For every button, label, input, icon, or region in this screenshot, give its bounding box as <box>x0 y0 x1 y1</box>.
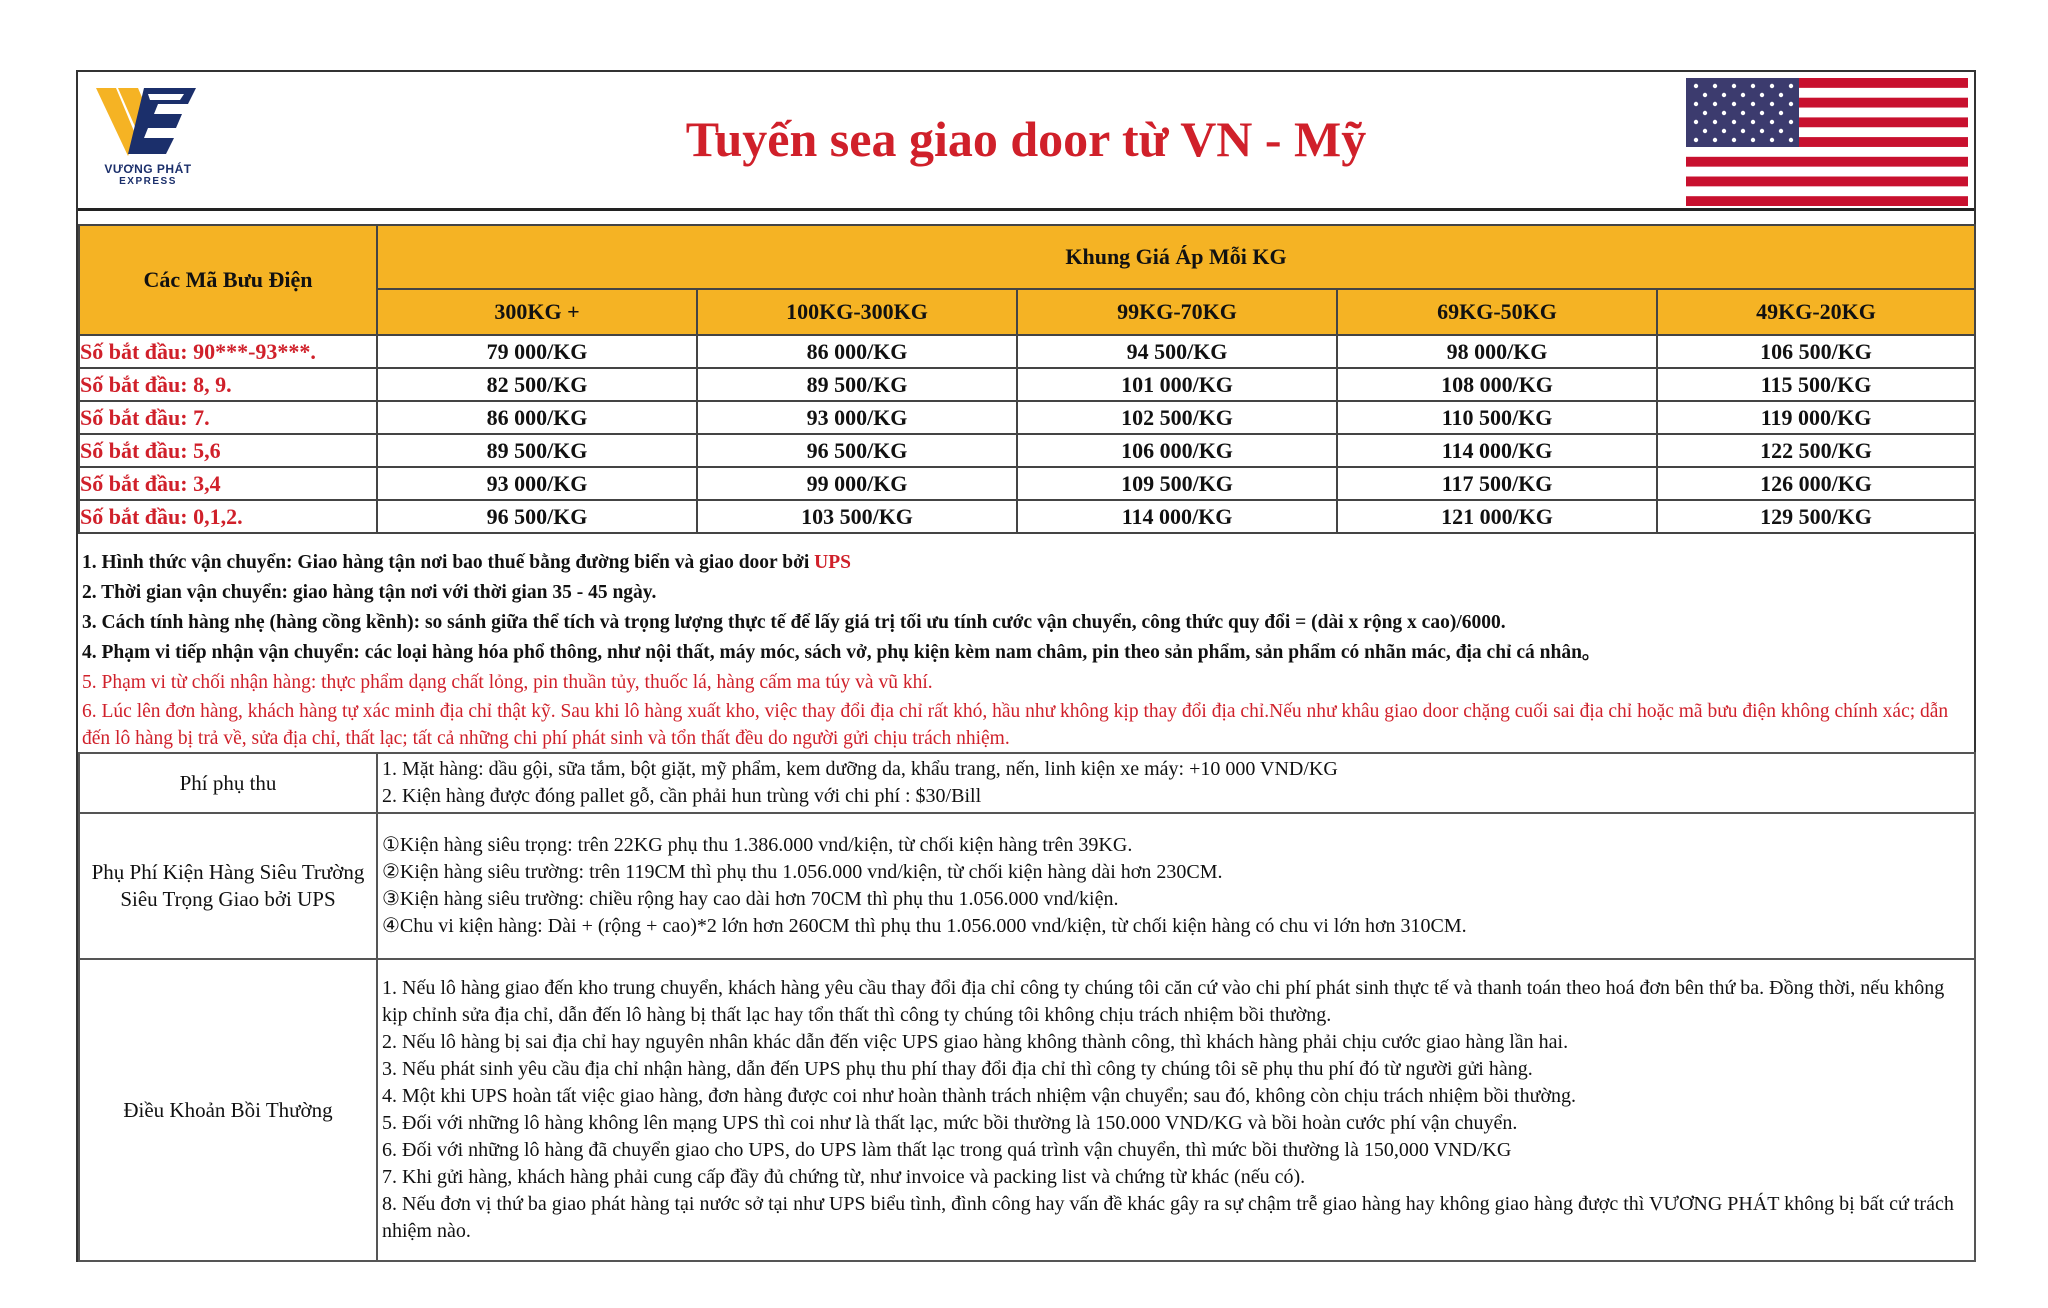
note-rejected-goods: 5. Phạm vi từ chối nhận hàng: thực phẩm dạng chất lỏng, pin thuần tủy, thuốc lá, hàng cấm ma túy và vũ khí. <box>82 672 933 693</box>
compensation-line: 3. Nếu phát sinh yêu cầu địa chỉ nhận hàng, dẫn đến UPS phụ thu phí thay đổi địa chỉ thì công ty chúng tôi sẽ phụ thu phí đó từ người gửi hàng. <box>382 1058 1533 1080</box>
price-cell: 129 500/KG <box>1657 500 1975 533</box>
price-cell: 93 000/KG <box>697 401 1017 434</box>
surcharge-line: 1. Mặt hàng: dầu gội, sữa tắm, bột giặt, mỹ phẩm, kem dưỡng da, khẩu trang, nến, linh kiện xe máy: +10 000 VND/KG <box>382 758 1338 780</box>
logo-name: VƯƠNG PHÁT <box>104 162 192 176</box>
surcharge-details <box>377 753 1975 813</box>
price-cell: 93 000/KG <box>377 467 697 500</box>
price-cell: 96 500/KG <box>697 434 1017 467</box>
price-band-group-header: Khung Giá Áp Mỗi KG <box>377 225 1975 289</box>
note-text: 1. Hình thức vận chuyển: Giao hàng tận nơi bao thuế bằng đường biển và giao door bởi <box>82 552 815 573</box>
oversize-line: ①Kiện hàng siêu trọng: trên 22KG phụ thu 1.386.000 vnd/kiện, từ chối kiện hàng trên 39KG. <box>382 834 1133 856</box>
price-cell: 106 500/KG <box>1657 335 1975 368</box>
oversize-row <box>79 813 1975 959</box>
postal-code-cell: Số bắt đầu: 90***-93***. <box>79 335 377 368</box>
note-transit-time: 2. Thời gian vận chuyển: giao hàng tận nơi với thời gian 35 - 45 ngày. <box>82 582 657 603</box>
shipping-notes <box>82 548 1962 752</box>
surcharge-row <box>79 753 1975 813</box>
compensation-row <box>79 959 1975 1261</box>
price-cell: 117 500/KG <box>1337 467 1657 500</box>
price-cell: 103 500/KG <box>697 500 1017 533</box>
postal-code-header: Các Mã Bưu Điện <box>79 225 377 335</box>
price-cell: 114 000/KG <box>1337 434 1657 467</box>
compensation-line: 6. Đối với những lô hàng đã chuyển giao cho UPS, do UPS làm thất lạc trong quá trình vận chuyển, thì mức bồi thường là 150,000 VND/KG <box>382 1139 1512 1161</box>
band-header: 100KG-300KG <box>697 289 1017 335</box>
price-cell: 119 000/KG <box>1657 401 1975 434</box>
oversize-line: ④Chu vi kiện hàng: Dài + (rộng + cao)*2 lớn hơn 260CM thì phụ thu 1.056.000 vnd/kiện, từ chối kiện hàng có chu vi lớn hơn 310CM. <box>382 915 1467 937</box>
surcharge-label: Phí phụ thu <box>79 753 377 813</box>
price-cell: 89 500/KG <box>697 368 1017 401</box>
price-cell: 102 500/KG <box>1017 401 1337 434</box>
price-cell: 94 500/KG <box>1017 335 1337 368</box>
price-cell: 82 500/KG <box>377 368 697 401</box>
compensation-line: 2. Nếu lô hàng bị sai địa chỉ hay nguyên nhân khác dẫn đến việc UPS giao hàng không thành công, thì khách hàng phải chịu cước giao hàng lần hai. <box>382 1031 1569 1053</box>
band-header: 99KG-70KG <box>1017 289 1337 335</box>
price-cell: 79 000/KG <box>377 335 697 368</box>
table-row <box>79 401 1975 434</box>
price-sheet <box>76 70 1976 1262</box>
postal-code-cell: Số bắt đầu: 8, 9. <box>79 368 377 401</box>
table-row <box>79 335 1975 368</box>
page-title: Tuyến sea giao door từ VN - Mỹ <box>685 111 1367 167</box>
price-cell: 121 000/KG <box>1337 500 1657 533</box>
us-flag-icon <box>1686 78 1968 206</box>
price-cell: 98 000/KG <box>1337 335 1657 368</box>
oversize-line: ③Kiện hàng siêu trường: chiều rộng hay cao dài hơn 70CM thì phụ thu 1.056.000 vnd/kiện. <box>382 888 1119 910</box>
table-row <box>79 467 1975 500</box>
compensation-line: 1. Nếu lô hàng giao đến kho trung chuyển, khách hàng yêu cầu thay đổi địa chỉ công ty chúng tôi căn cứ vào chi phí phát sinh thực tế và thanh toán theo hoá đơn bên thứ ba. Đồng thời, nếu không kịp chỉnh sửa địa chỉ, dẫn đến lô hàng bị thất lạc hay tổn thất thì công ty chúng tôi không chịu trách nhiệm bồi thường. <box>382 977 1945 1026</box>
logo-subtitle: EXPRESS <box>119 176 177 187</box>
price-table <box>78 224 1976 534</box>
compensation-line: 7. Khi gửi hàng, khách hàng phải cung cấp đầy đủ chứng từ, như invoice và packing list và chứng từ khác (nếu có). <box>382 1166 1306 1188</box>
header <box>78 72 1974 211</box>
band-header: 300KG + <box>377 289 697 335</box>
table-row <box>79 368 1975 401</box>
price-cell: 115 500/KG <box>1657 368 1975 401</box>
compensation-details <box>377 959 1975 1261</box>
oversize-details <box>377 813 1975 959</box>
note-address-verification: 6. Lúc lên đơn hàng, khách hàng tự xác minh địa chỉ thật kỹ. Sau khi lô hàng xuất kho, việc thay đổi địa chỉ rất khó, hầu như không kịp thay đổi địa chỉ.Nếu như khâu giao door chặng cuối sai địa chỉ hoặc mã bưu điện không chính xác; dẫn đến lô hàng bị trả về, sửa địa chỉ, thất lạc; tất cả những chi phí phát sinh và tổn thất đều do người gửi chịu trách nhiệm. <box>82 701 1949 749</box>
oversize-line: ②Kiện hàng siêu trường: trên 119CM thì phụ thu 1.056.000 vnd/kiện, từ chối kiện hàng dài hơn 230CM. <box>382 861 1223 883</box>
note-transport-method <box>82 548 1962 578</box>
price-cell: 86 000/KG <box>377 401 697 434</box>
compensation-line: 4. Một khi UPS hoàn tất việc giao hàng, đơn hàng được coi như hoàn thành trách nhiệm vận chuyển; sau đó, không còn chịu trách nhiệm bồi thường. <box>382 1085 1577 1107</box>
band-header: 69KG-50KG <box>1337 289 1657 335</box>
terms-table <box>78 752 1976 1262</box>
postal-code-cell: Số bắt đầu: 7. <box>79 401 377 434</box>
ups-highlight: UPS <box>814 552 851 573</box>
compensation-line: 5. Đối với những lô hàng không lên mạng UPS thì coi như là thất lạc, mức bồi thường là 150.000 VND/KG và bồi hoàn cước phí vận chuyển. <box>382 1112 1518 1134</box>
table-row <box>79 500 1975 533</box>
postal-code-cell: Số bắt đầu: 5,6 <box>79 434 377 467</box>
price-cell: 96 500/KG <box>377 500 697 533</box>
price-cell: 106 000/KG <box>1017 434 1337 467</box>
price-cell: 108 000/KG <box>1337 368 1657 401</box>
table-row <box>79 434 1975 467</box>
price-cell: 89 500/KG <box>377 434 697 467</box>
compensation-label: Điều Khoản Bồi Thường <box>79 959 377 1261</box>
note-volumetric-weight: 3. Cách tính hàng nhẹ (hàng cồng kềnh): so sánh giữa thể tích và trọng lượng thực tế để lấy giá trị tối ưu tính cước vận chuyển, công thức quy đổi = (dài x rộng x cao)/6000. <box>82 612 1506 633</box>
price-cell: 122 500/KG <box>1657 434 1975 467</box>
price-cell: 99 000/KG <box>697 467 1017 500</box>
price-cell: 109 500/KG <box>1017 467 1337 500</box>
price-cell: 101 000/KG <box>1017 368 1337 401</box>
price-cell: 126 000/KG <box>1657 467 1975 500</box>
note-accepted-goods: 4. Phạm vi tiếp nhận vận chuyển: các loại hàng hóa phổ thông, như nội thất, máy móc, sách vở, phụ kiện kèm nam châm, pin theo sản phẩm, sản phẩm có nhãn mác, địa chỉ cá nhân。 <box>82 642 1602 663</box>
price-cell: 86 000/KG <box>697 335 1017 368</box>
compensation-line: 8. Nếu đơn vị thứ ba giao phát hàng tại nước sở tại như UPS biểu tình, đình công hay vấn đề khác gây ra sự chậm trễ giao hàng hay không giao hàng được thì VƯƠNG PHÁT không bị bất cứ trách nhiệm nào. <box>382 1193 1954 1242</box>
surcharge-line: 2. Kiện hàng được đóng pallet gỗ, cần phải hun trùng với chi phí : $30/Bill <box>382 785 982 807</box>
price-cell: 110 500/KG <box>1337 401 1657 434</box>
band-header: 49KG-20KG <box>1657 289 1975 335</box>
postal-code-cell: Số bắt đầu: 3,4 <box>79 467 377 500</box>
price-cell: 114 000/KG <box>1017 500 1337 533</box>
postal-code-cell: Số bắt đầu: 0,1,2. <box>79 500 377 533</box>
oversize-label: Phụ Phí Kiện Hàng Siêu Trường Siêu Trọng Giao bởi UPS <box>79 813 377 959</box>
